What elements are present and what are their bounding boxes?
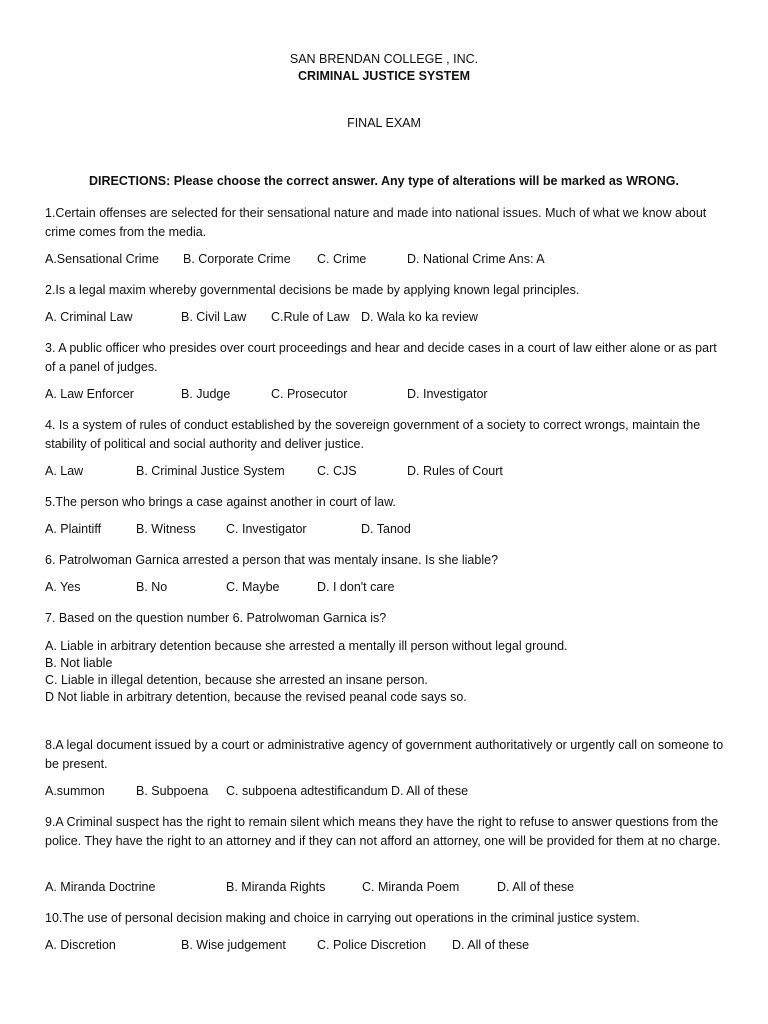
question-3: 3. A public officer who presides over court proceedings and hear and decide cases in a court of law either alone or as part of a panel of judges. xyxy=(45,341,717,374)
q6-option-d: D. I don't care xyxy=(317,580,395,594)
q4-option-b: B. Criminal Justice System xyxy=(136,464,285,478)
q2-option-a: A. Criminal Law xyxy=(45,310,133,324)
q4-option-c: C. CJS xyxy=(317,464,357,478)
question-2: 2.Is a legal maxim whereby governmental decisions be made by applying known legal principles. xyxy=(45,283,580,297)
q1-option-d: D. National Crime Ans: A xyxy=(407,252,545,266)
question-5: 5.The person who brings a case against another in court of law. xyxy=(45,495,396,509)
q10-option-b: B. Wise judgement xyxy=(181,938,286,952)
q10-option-d: D. All of these xyxy=(452,938,530,952)
question-4: 4. Is a system of rules of conduct established by the sovereign government of a society to correct wrongs, maintain the stability of political and social authority and deliver justice. xyxy=(45,418,701,451)
question-1: 1.Certain offenses are selected for their sensational nature and made into national issues. Much of what we know about crime comes from the media. xyxy=(45,206,707,239)
q8-option-d: D. All of these xyxy=(391,784,469,798)
course-title: CRIMINAL JUSTICE SYSTEM xyxy=(297,69,470,83)
exam-title: FINAL EXAM xyxy=(347,116,421,130)
q1-option-b: B. Corporate Crime xyxy=(183,252,291,266)
q7-option-b: B. Not liable xyxy=(45,656,113,670)
q3-option-c: C. Prosecutor xyxy=(271,387,348,401)
q1-option-a: A.Sensational Crime xyxy=(45,252,159,266)
q10-option-a: A. Discretion xyxy=(45,938,116,952)
q8-option-a: A.summon xyxy=(45,784,105,798)
q2-option-c: C.Rule of Law xyxy=(271,310,350,324)
q3-option-b: B. Judge xyxy=(181,387,231,401)
q3-option-a: A. Law Enforcer xyxy=(45,387,134,401)
q5-option-d: D. Tanod xyxy=(361,522,411,536)
q4-option-a: A. Law xyxy=(45,464,84,478)
q5-option-b: B. Witness xyxy=(136,522,196,536)
school-name: SAN BRENDAN COLLEGE , INC. xyxy=(289,52,479,66)
q9-option-a: A. Miranda Doctrine xyxy=(45,880,156,894)
question-10: 10.The use of personal decision making and choice in carrying out operations in the criminal justice system. xyxy=(45,911,640,925)
q7-option-a: A. Liable in arbitrary detention because she arrested a mentally ill person without legal ground. xyxy=(45,639,568,653)
q3-option-d: D. Investigator xyxy=(407,387,488,401)
q6-option-b: B. No xyxy=(136,580,168,594)
q8-option-b: B. Subpoena xyxy=(136,784,209,798)
q6-option-a: A. Yes xyxy=(45,580,81,594)
q2-option-d: D. Wala ko ka review xyxy=(361,310,478,324)
q9-option-b: B. Miranda Rights xyxy=(226,880,326,894)
q10-option-c: C. Police Discretion xyxy=(317,938,427,952)
q9-option-c: C. Miranda Poem xyxy=(362,880,460,894)
question-6: 6. Patrolwoman Garnica arrested a person that was mentaly insane. Is she liable? xyxy=(45,553,499,567)
q2-option-b: B. Civil Law xyxy=(181,310,247,324)
q5-option-a: A. Plaintiff xyxy=(45,522,102,536)
question-7: 7. Based on the question number 6. Patrolwoman Garnica is? xyxy=(45,611,387,625)
q6-option-c: C. Maybe xyxy=(226,580,280,594)
q5-option-c: C. Investigator xyxy=(226,522,307,536)
q7-option-c: C. Liable in illegal detention, because she arrested an insane person. xyxy=(45,673,428,687)
q7-option-d: D Not liable in arbitrary detention, because the revised peanal code says so. xyxy=(45,690,467,704)
directions: DIRECTIONS: Please choose the correct answer. Any type of alterations will be marked as WRONG. xyxy=(89,174,679,188)
q9-option-d: D. All of these xyxy=(497,880,575,894)
q8-option-c: C. subpoena adtestificandum xyxy=(226,784,388,798)
q4-option-d: D. Rules of Court xyxy=(407,464,503,478)
q1-option-c: C. Crime xyxy=(317,252,367,266)
question-9: 9.A Criminal suspect has the right to remain silent which means they have the right to refuse to answer questions from the police. They have the right to an attorney and if they can not afford an attorney, one will be provided for them at no charge. xyxy=(45,815,721,848)
question-8: 8.A legal document issued by a court or administrative agency of government authoritatively or urgently call on someone to be present. xyxy=(45,738,724,771)
